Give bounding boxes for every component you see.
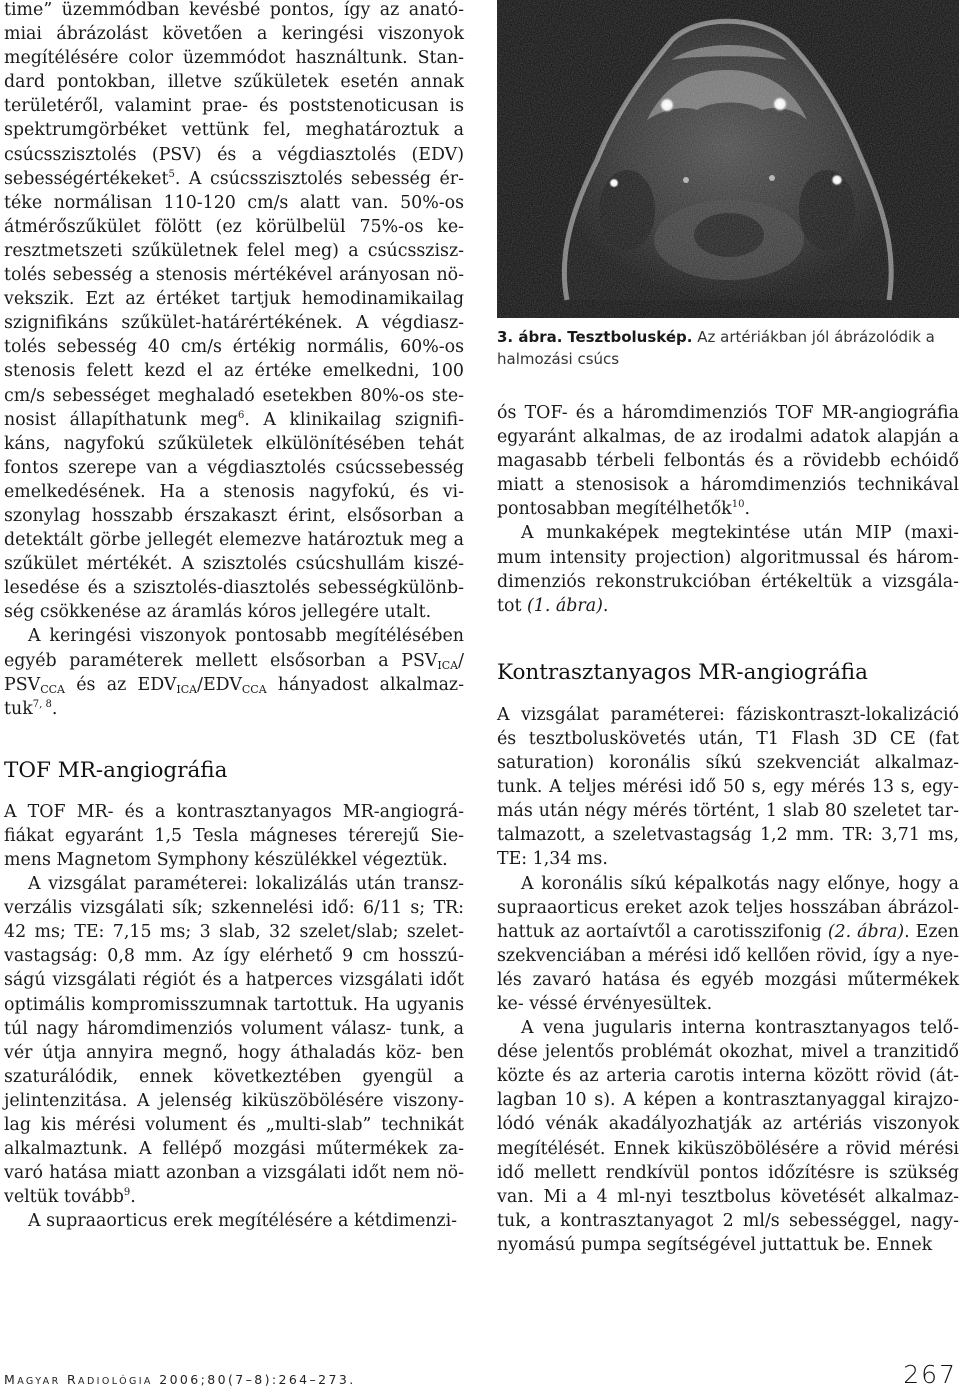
figure-caption: 3. ábra. Tesztboluskép. Az artériákban jól ábrázolódik a halmozási csúcs [497, 328, 935, 368]
journal-citation: MAGYAR RADIOLÓGIA 2006;80(7–8):264–273. [4, 1372, 356, 1387]
paragraph-mip: A munkaképek megtekintése után MIP (maxi- mum intensity projection) algoritmussal és három- dimenziós rekonstrukcióban értékeltük a vizsgála- tot (1. ábra). [497, 523, 959, 616]
left-column [4, 0, 464, 1234]
reference-7-8: 7, 8 [32, 698, 52, 710]
paragraph-velocity-ratio: A keringési viszonyok pontosabb megítélésében egyéb paraméterek mellett elsősorban a $PSV_{ICA}/$ $PSV_{CCA}$ és az $EDV_{ICA}/EDV_{CCA}$ hányadost alkalmaz- tuk$^{7, 8}$. [4, 626, 464, 719]
paragraph-3d-tof: ós TOF- és a háromdimenziós TOF MR-angiográfia egyaránt alkalmas, de az irodalmi adatok alapján a magasabb térbeli felbontás és a rövidebb echóidő miatt a stenosisok a háromdimenziós technikával pontosabban megítélhetők$^{10}$. [497, 403, 959, 520]
section-heading-contrast: Kontrasztanyagos MR-angiográfia [497, 659, 868, 685]
figure-label: 3. ábra. [497, 328, 563, 346]
paragraph-supraaortic-start: A supraaorticus erek megítélésére a kétdimenzi- [28, 1211, 458, 1232]
paragraph-ce-parameters: A vizsgálat paraméterei: fáziskontraszt-lokalizáció és tesztboluskövetés után, T1 Flash 3D CE (fat saturation) koronális síkú szekvenciát alkalmaz- tunk. A teljes mérési idő 50 s, egy mérés 13 s, egy- más után négy mérés történt, 1 slab 80 szeletet tar- talmazott, a szeletvastagság 1,2 mm. TR: 3,71 ms, TE: 1,34 ms. [497, 704, 959, 870]
paragraph-tof-parameters: A vizsgálat paraméterei: lokalizálás után transz- verzális vizsgálati sík; szkennelési idő: 6/11 s; TR: 42 ms; TE: 7,15 ms; 3 slab, 32 szelet/slab; szelet- vastagság: 0,8 mm. Az így elérhető 9 cm hosszú- ságú vizsgálati régiót és a hatperces vizsgálati időt optimális kompromisszumnak tartottuk. Ha ugyanis túl nagy háromdimenziós volument válasz- tunk, a vér útja annyira megnő, hogy áthaladás köz- ben szaturálódik, ennek következtében gyengül a jelintenzitása. A jelenség kiküszöbölésére viszony- lag kis mérési volument és „multi-slab” technikát alkalmaztunk. A fellépő mozgási műtermékek za- varó hatása miatt azonban a vizsgálati időt nem nö- veltük tovább$^9$. [4, 874, 465, 1208]
page-footer [4, 1360, 957, 1392]
figure-image [497, 0, 959, 318]
page-number: 267 [903, 1360, 957, 1389]
paragraph-jugular: A vena jugularis interna kontrasztanyagos telő- dése jelentős problémát okozhat, mivel a tranzitidő közte és az arteria carotis interna között rövid (át- lagban 10 s). A képen a kontrasztanyaggal kirajzo- lódó vénák akadályozhatják az artériás viszonyok megítélését. Ennek kiküszöbölésére a rövid mérési idő mellett rendkívül pontos időzítésre is szükség van. Mi a 4 ml-nyi tesztbolus követését alkalmaz- tuk, a kontrasztanyagot 2 ml/s sebességgel, nagy- nyomású pumpa segítségével juttattuk be. Ennek [497, 1018, 959, 1255]
reference-6: 6 [238, 409, 245, 421]
paragraph-scanner: A TOF MR- és a kontrasztanyagos MR-angiográ- fiákat egyaránt 1,5 Tesla mágneses térerejű Sie- mens Magnetom Symphony készülékkel végeztük. [4, 801, 464, 870]
section-heading-tof: TOF MR-angiográfia [4, 757, 228, 783]
figure-title: Tesztboluskép. [567, 328, 693, 346]
paragraph-doppler-velocities: time” üzemmódban kevésbé pontos, így az anató- miai ábrázolást követően a keringési viszonyok megítélésére color üzemmódot használtunk. Stan- dard pontokban, illetve szűkületek esetén annak területéről, valamint prae- és poststenoticusan is spektrumgörbéket vettünk fel, meghatároztuk a csúcsszisztolés (PSV) és a végdiasztolés (EDV) sebességértékeket$^5$. A csúcsszisztolés sebesség ér- téke normálisan 110-120 cm/s alatt van. 50%-os átmérőszűkület fölött (ez körülbelül 75%-os ke- resztmetszeti szűkületnek felel meg) a csúcsszisz- tolés sebesség a stenosis mértékével arányosan nö- vekszik. Ezt az értéket tartjuk hemodinamikailag szignifikáns szűkület-határértékének. A végdiasz- tolés sebesség 40 cm/s értékig normális, 60%-os stenosis felett kezd el az értéke emelkedni, 100 cm/s sebességet meghaladó esetekben 80%-os ste- nosist állapíthatunk meg$^6$. A klinikailag szignifi- káns, nagyfokú szűkületek elkülönítésében tehát fontos szerepe van a végdiasztolés csúcssebesség emelkedésének. Ha a stenosis nagyfokú, és vi- szonylag hosszabb érszakaszt érint, elsősorban a detektált görbe jellegét elemezve határoztuk meg a szűkület mértékét. A szisztolés csúcshullám kiszé- lesedése és a szisztolés-diasztolés sebességkülönb- ség csökkenése az áramlás kóros jellegére utalt. [4, 0, 464, 623]
right-column [497, 0, 959, 1257]
mri-transverse-tof-image-icon [497, 0, 959, 318]
reference-9: 9 [123, 1187, 131, 1199]
paragraph-coronal: A koronális síkú képalkotás nagy előnye, hogy a supraaorticus ereket azok teljes hosszában ábrázol- hattuk az aortaívtől a carotisszifonig (2. ábra). Ezen szekvenciában a mérési idő kellően rövid, így a nye- lés zavaró hatása és egyéb mozgási műtermékek ke- véssé érvényesültek. [497, 873, 959, 1014]
reference-10: 10 [731, 499, 745, 511]
reference-5: 5 [168, 168, 175, 180]
